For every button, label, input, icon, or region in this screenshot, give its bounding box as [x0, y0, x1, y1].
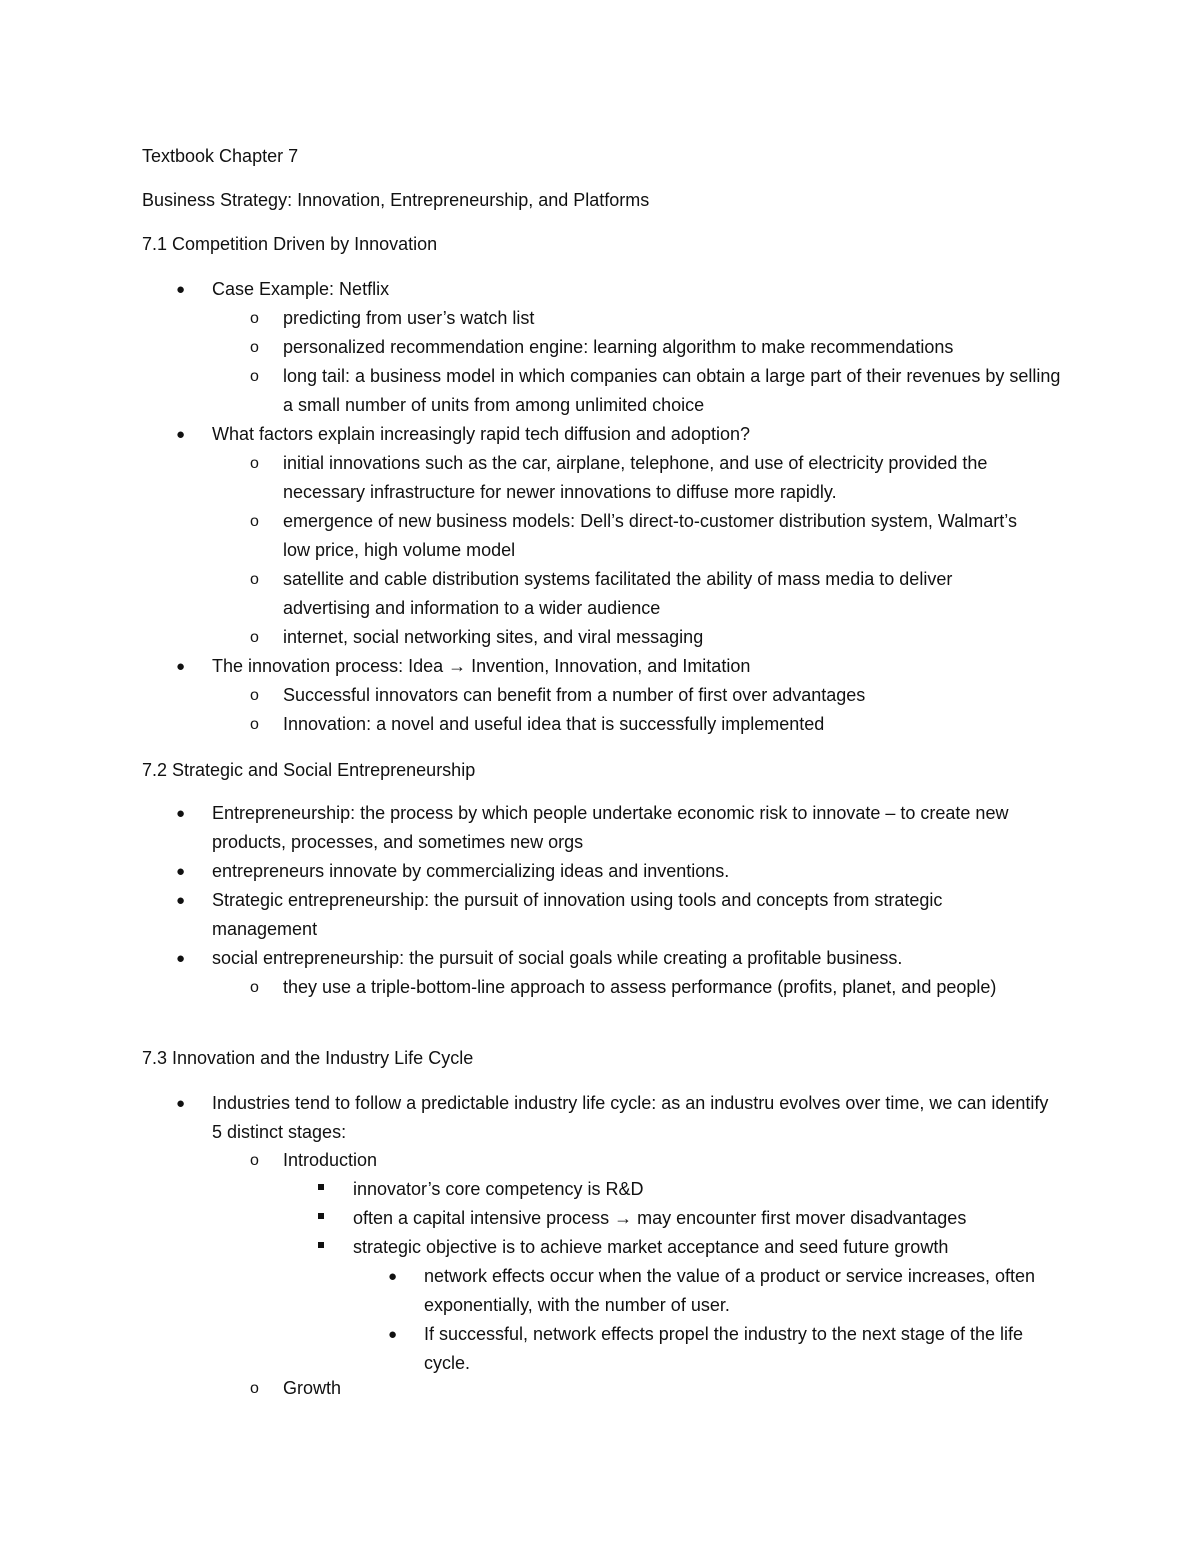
- list-item: Case Example: Netflix: [212, 279, 390, 299]
- stage-subpoint: If successful, network effects propel the industry to the next stage of the life cycle.: [424, 1324, 1023, 1373]
- stage-point: often a capital intensive process → may encounter first mover disadvantages: [353, 1208, 967, 1228]
- circle-bullet-icon: o: [250, 1152, 259, 1169]
- arrow-right-icon: →: [614, 1208, 633, 1228]
- square-bullet-icon: [318, 1242, 324, 1248]
- list-item: Industries tend to follow a predictable industry life cycle: as an industru evolves over time, we can identify 5 distinct stages:: [212, 1093, 1049, 1142]
- bullet-icon: ●: [176, 426, 186, 443]
- circle-bullet-icon: o: [250, 687, 259, 704]
- sub-list-item: personalized recommendation engine: learning algorithm to make recommendations: [283, 337, 954, 357]
- sub-list-item: internet, social networking sites, and viral messaging: [283, 627, 704, 647]
- document-title: Textbook Chapter 7: [142, 146, 299, 166]
- list-item: Strategic entrepreneurship: the pursuit of innovation using tools and concepts from strategic management: [212, 890, 943, 939]
- section-heading: 7.2 Strategic and Social Entrepreneurship: [142, 760, 476, 780]
- square-bullet-icon: [318, 1213, 324, 1219]
- circle-bullet-icon: o: [250, 339, 259, 356]
- sub-list-item: satellite and cable distribution systems facilitated the ability of mass media to deliver advertising and information to a wider audience: [283, 569, 953, 618]
- sub-list-item: long tail: a business model in which companies can obtain a large part of their revenues by selling a small number of units from among unlimited choice: [283, 366, 1061, 415]
- circle-bullet-icon: o: [250, 368, 259, 385]
- circle-bullet-icon: o: [250, 629, 259, 646]
- bullet-icon: ●: [176, 863, 186, 880]
- document-subtitle: Business Strategy: Innovation, Entrepreneurship, and Platforms: [142, 190, 650, 210]
- circle-bullet-icon: o: [250, 571, 259, 588]
- arrow-right-icon: →: [448, 656, 467, 676]
- bullet-icon: ●: [388, 1326, 398, 1343]
- stage-item: Growth: [283, 1378, 342, 1398]
- bullet-icon: ●: [176, 281, 186, 298]
- circle-bullet-icon: o: [250, 979, 259, 996]
- bullet-icon: ●: [176, 658, 186, 675]
- list-item: Entrepreneurship: the process by which people undertake economic risk to innovate – to create new products, processes, and sometimes new orgs: [212, 803, 1009, 852]
- sub-list-item: Successful innovators can benefit from a number of first over advantages: [283, 685, 866, 705]
- sub-list-item: emergence of new business models: Dell’s direct-to-customer distribution system, Walmart’s low price, high volume model: [283, 511, 1017, 560]
- bullet-icon: ●: [388, 1268, 398, 1285]
- list-item: entrepreneurs innovate by commercializing ideas and inventions.: [212, 861, 730, 881]
- sub-list-item: they use a triple-bottom-line approach to assess performance (profits, planet, and people): [283, 977, 997, 997]
- list-item: What factors explain increasingly rapid tech diffusion and adoption?: [212, 424, 750, 444]
- stage-subpoint: network effects occur when the value of a product or service increases, often exponentially, with the number of user.: [424, 1266, 1035, 1315]
- bullet-icon: ●: [176, 950, 186, 967]
- sub-list-item: initial innovations such as the car, airplane, telephone, and use of electricity provided the necessary infrastructure for newer innovations to diffuse more rapidly.: [283, 453, 988, 502]
- circle-bullet-icon: o: [250, 310, 259, 327]
- list-item: social entrepreneurship: the pursuit of social goals while creating a profitable business.: [212, 948, 903, 968]
- section-heading: 7.1 Competition Driven by Innovation: [142, 234, 438, 254]
- list-item: The innovation process: Idea → Invention, Innovation, and Imitation: [212, 656, 751, 676]
- stage-item: Introduction: [283, 1150, 378, 1170]
- stage-point: innovator’s core competency is R&D: [353, 1179, 644, 1199]
- circle-bullet-icon: o: [250, 513, 259, 530]
- circle-bullet-icon: o: [250, 716, 259, 733]
- bullet-icon: ●: [176, 805, 186, 822]
- sub-list-item: Innovation: a novel and useful idea that is successfully implemented: [283, 714, 825, 734]
- square-bullet-icon: [318, 1184, 324, 1190]
- bullet-icon: ●: [176, 1095, 186, 1112]
- sub-list-item: predicting from user’s watch list: [283, 308, 535, 328]
- bullet-icon: ●: [176, 892, 186, 909]
- circle-bullet-icon: o: [250, 1380, 259, 1397]
- circle-bullet-icon: o: [250, 455, 259, 472]
- stage-point: strategic objective is to achieve market acceptance and seed future growth: [353, 1237, 949, 1257]
- section-heading: 7.3 Innovation and the Industry Life Cycle: [142, 1048, 474, 1068]
